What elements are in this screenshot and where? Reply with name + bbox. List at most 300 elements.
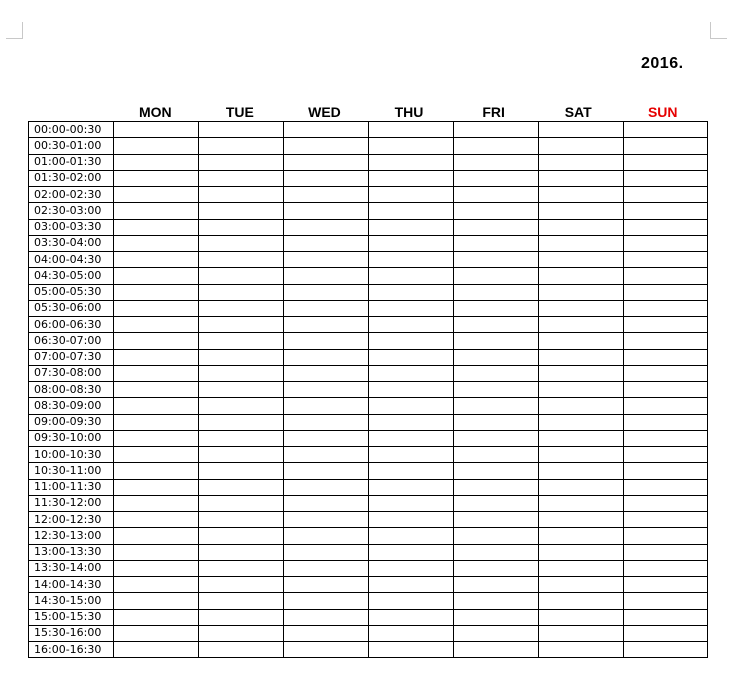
schedule-cell-wed[interactable] <box>284 495 369 511</box>
schedule-row <box>29 479 708 495</box>
schedule-cell-wed[interactable] <box>284 203 369 219</box>
schedule-cell-mon[interactable] <box>114 187 199 203</box>
schedule-cell-thu[interactable] <box>369 495 454 511</box>
time-slot-label: 11:00-11:30 <box>29 479 114 495</box>
schedule-cell-mon[interactable] <box>114 203 199 219</box>
schedule-cell-tue[interactable] <box>199 349 284 365</box>
schedule-cell-thu[interactable] <box>369 203 454 219</box>
schedule-cell-sat[interactable] <box>539 528 624 544</box>
schedule-row <box>29 398 708 414</box>
schedule-cell-sun[interactable] <box>624 122 708 138</box>
schedule-cell-sun[interactable] <box>624 349 708 365</box>
schedule-cell-sun[interactable] <box>624 317 708 333</box>
schedule-cell-tue[interactable] <box>199 333 284 349</box>
schedule-cell-tue[interactable] <box>199 544 284 560</box>
schedule-cell-wed[interactable] <box>284 479 369 495</box>
schedule-cell-wed[interactable] <box>284 430 369 446</box>
schedule-cell-wed[interactable] <box>284 122 369 138</box>
schedule-cell-thu[interactable] <box>369 609 454 625</box>
schedule-cell-wed[interactable] <box>284 544 369 560</box>
schedule-cell-fri[interactable] <box>454 365 539 381</box>
schedule-cell-fri[interactable] <box>454 349 539 365</box>
schedule-row <box>29 138 708 154</box>
time-slot-label: 07:30-08:00 <box>29 365 114 381</box>
schedule-row <box>29 284 708 300</box>
schedule-cell-sun[interactable] <box>624 300 708 316</box>
schedule-cell-tue[interactable] <box>199 609 284 625</box>
time-slot-label: 14:00-14:30 <box>29 577 114 593</box>
schedule-row <box>29 512 708 528</box>
schedule-cell-sat[interactable] <box>539 317 624 333</box>
schedule-cell-fri[interactable] <box>454 414 539 430</box>
schedule-cell-thu[interactable] <box>369 414 454 430</box>
time-slot-label: 08:00-08:30 <box>29 382 114 398</box>
schedule-cell-sat[interactable] <box>539 138 624 154</box>
schedule-cell-sat[interactable] <box>539 544 624 560</box>
schedule-cell-wed[interactable] <box>284 284 369 300</box>
schedule-cell-wed[interactable] <box>284 154 369 170</box>
schedule-cell-tue[interactable] <box>199 447 284 463</box>
schedule-cell-mon[interactable] <box>114 317 199 333</box>
schedule-row <box>29 447 708 463</box>
schedule-cell-wed[interactable] <box>284 187 369 203</box>
schedule-cell-fri[interactable] <box>454 512 539 528</box>
schedule-cell-sat[interactable] <box>539 447 624 463</box>
schedule-cell-sun[interactable] <box>624 463 708 479</box>
schedule-cell-thu[interactable] <box>369 317 454 333</box>
schedule-cell-mon[interactable] <box>114 479 199 495</box>
schedule-cell-mon[interactable] <box>114 528 199 544</box>
schedule-cell-sat[interactable] <box>539 382 624 398</box>
schedule-cell-thu[interactable] <box>369 284 454 300</box>
time-slot-label: 01:30-02:00 <box>29 170 114 186</box>
schedule-cell-sun[interactable] <box>624 235 708 251</box>
schedule-cell-sun[interactable] <box>624 382 708 398</box>
schedule-cell-fri[interactable] <box>454 284 539 300</box>
crop-mark-right <box>710 22 727 39</box>
schedule-cell-fri[interactable] <box>454 170 539 186</box>
schedule-cell-fri[interactable] <box>454 300 539 316</box>
schedule-row <box>29 333 708 349</box>
schedule-cell-mon[interactable] <box>114 284 199 300</box>
schedule-cell-mon[interactable] <box>114 544 199 560</box>
schedule-cell-fri[interactable] <box>454 333 539 349</box>
schedule-cell-tue[interactable] <box>199 317 284 333</box>
schedule-cell-sun[interactable] <box>624 528 708 544</box>
schedule-cell-wed[interactable] <box>284 382 369 398</box>
schedule-cell-mon[interactable] <box>114 349 199 365</box>
time-slot-label: 07:00-07:30 <box>29 349 114 365</box>
schedule-cell-wed[interactable] <box>284 170 369 186</box>
schedule-cell-tue[interactable] <box>199 219 284 235</box>
schedule-cell-thu[interactable] <box>369 300 454 316</box>
time-slot-label: 06:00-06:30 <box>29 317 114 333</box>
schedule-cell-wed[interactable] <box>284 252 369 268</box>
schedule-cell-wed[interactable] <box>284 317 369 333</box>
schedule-cell-mon[interactable] <box>114 138 199 154</box>
schedule-cell-mon[interactable] <box>114 382 199 398</box>
schedule-cell-thu[interactable] <box>369 219 454 235</box>
schedule-cell-thu[interactable] <box>369 382 454 398</box>
schedule-cell-mon[interactable] <box>114 398 199 414</box>
schedule-cell-wed[interactable] <box>284 512 369 528</box>
schedule-cell-fri[interactable] <box>454 317 539 333</box>
schedule-cell-wed[interactable] <box>284 447 369 463</box>
schedule-cell-sun[interactable] <box>624 642 708 658</box>
schedule-cell-sat[interactable] <box>539 463 624 479</box>
time-slot-label: 01:00-01:30 <box>29 154 114 170</box>
schedule-cell-sun[interactable] <box>624 398 708 414</box>
schedule-cell-tue[interactable] <box>199 203 284 219</box>
weekday-header <box>113 103 705 121</box>
schedule-cell-thu[interactable] <box>369 528 454 544</box>
schedule-row <box>29 219 708 235</box>
schedule-cell-wed[interactable] <box>284 398 369 414</box>
schedule-cell-mon[interactable] <box>114 219 199 235</box>
schedule-cell-mon[interactable] <box>114 154 199 170</box>
schedule-cell-fri[interactable] <box>454 625 539 641</box>
schedule-cell-sun[interactable] <box>624 495 708 511</box>
schedule-cell-tue[interactable] <box>199 463 284 479</box>
schedule-cell-thu[interactable] <box>369 430 454 446</box>
schedule-cell-sun[interactable] <box>624 203 708 219</box>
schedule-cell-sun[interactable] <box>624 365 708 381</box>
schedule-cell-thu[interactable] <box>369 544 454 560</box>
schedule-cell-tue[interactable] <box>199 414 284 430</box>
schedule-cell-mon[interactable] <box>114 235 199 251</box>
schedule-cell-thu[interactable] <box>369 138 454 154</box>
time-slot-label: 13:00-13:30 <box>29 544 114 560</box>
schedule-cell-sat[interactable] <box>539 170 624 186</box>
schedule-row <box>29 203 708 219</box>
schedule-cell-thu[interactable] <box>369 479 454 495</box>
schedule-cell-sun[interactable] <box>624 333 708 349</box>
schedule-cell-mon[interactable] <box>114 333 199 349</box>
schedule-cell-thu[interactable] <box>369 365 454 381</box>
schedule-cell-thu[interactable] <box>369 512 454 528</box>
schedule-cell-sat[interactable] <box>539 122 624 138</box>
schedule-cell-mon[interactable] <box>114 365 199 381</box>
time-slot-label: 00:00-00:30 <box>29 122 114 138</box>
schedule-cell-fri[interactable] <box>454 642 539 658</box>
schedule-cell-tue[interactable] <box>199 170 284 186</box>
schedule-cell-tue[interactable] <box>199 284 284 300</box>
schedule-cell-mon[interactable] <box>114 447 199 463</box>
time-slot-label: 05:30-06:00 <box>29 300 114 316</box>
schedule-cell-mon[interactable] <box>114 625 199 641</box>
schedule-cell-mon[interactable] <box>114 463 199 479</box>
schedule-cell-sun[interactable] <box>624 512 708 528</box>
schedule-row <box>29 642 708 658</box>
schedule-cell-fri[interactable] <box>454 479 539 495</box>
schedule-cell-thu[interactable] <box>369 252 454 268</box>
schedule-cell-fri[interactable] <box>454 577 539 593</box>
schedule-cell-fri[interactable] <box>454 154 539 170</box>
schedule-cell-thu[interactable] <box>369 625 454 641</box>
schedule-row <box>29 414 708 430</box>
schedule-cell-fri[interactable] <box>454 560 539 576</box>
schedule-cell-thu[interactable] <box>369 398 454 414</box>
schedule-cell-tue[interactable] <box>199 398 284 414</box>
day-label-tue: TUE <box>225 104 254 120</box>
schedule-cell-fri[interactable] <box>454 382 539 398</box>
schedule-cell-sat[interactable] <box>539 398 624 414</box>
schedule-cell-thu[interactable] <box>369 268 454 284</box>
schedule-cell-fri[interactable] <box>454 593 539 609</box>
schedule-cell-wed[interactable] <box>284 349 369 365</box>
schedule-cell-fri[interactable] <box>454 398 539 414</box>
day-label-wed: WED <box>308 104 341 120</box>
schedule-cell-wed[interactable] <box>284 642 369 658</box>
schedule-cell-wed[interactable] <box>284 219 369 235</box>
time-slot-label: 11:30-12:00 <box>29 495 114 511</box>
schedule-cell-wed[interactable] <box>284 593 369 609</box>
schedule-row <box>29 154 708 170</box>
schedule-cell-sun[interactable] <box>624 170 708 186</box>
schedule-cell-wed[interactable] <box>284 609 369 625</box>
schedule-cell-sun[interactable] <box>624 414 708 430</box>
schedule-row <box>29 463 708 479</box>
schedule-cell-tue[interactable] <box>199 252 284 268</box>
time-slot-label: 12:30-13:00 <box>29 528 114 544</box>
schedule-cell-sat[interactable] <box>539 252 624 268</box>
schedule-cell-fri[interactable] <box>454 252 539 268</box>
schedule-cell-tue[interactable] <box>199 479 284 495</box>
schedule-cell-tue[interactable] <box>199 138 284 154</box>
schedule-cell-sat[interactable] <box>539 154 624 170</box>
schedule-cell-sat[interactable] <box>539 593 624 609</box>
schedule-cell-thu[interactable] <box>369 154 454 170</box>
time-slot-label: 02:00-02:30 <box>29 187 114 203</box>
schedule-cell-fri[interactable] <box>454 138 539 154</box>
schedule-cell-sat[interactable] <box>539 560 624 576</box>
schedule-cell-wed[interactable] <box>284 414 369 430</box>
time-slot-label: 03:30-04:00 <box>29 235 114 251</box>
day-label-mon: MON <box>138 104 172 120</box>
time-slot-label: 02:30-03:00 <box>29 203 114 219</box>
crop-mark-left <box>6 22 23 39</box>
schedule-cell-tue[interactable] <box>199 382 284 398</box>
schedule-cell-mon[interactable] <box>114 642 199 658</box>
schedule-cell-mon[interactable] <box>114 122 199 138</box>
schedule-row <box>29 528 708 544</box>
schedule-row <box>29 365 708 381</box>
schedule-cell-sun[interactable] <box>624 268 708 284</box>
schedule-row <box>29 235 708 251</box>
time-slot-label: 04:00-04:30 <box>29 252 114 268</box>
schedule-cell-tue[interactable] <box>199 300 284 316</box>
schedule-cell-sun[interactable] <box>624 577 708 593</box>
schedule-cell-fri[interactable] <box>454 268 539 284</box>
schedule-cell-sat[interactable] <box>539 284 624 300</box>
schedule-cell-fri[interactable] <box>454 235 539 251</box>
schedule-cell-fri[interactable] <box>454 430 539 446</box>
schedule-cell-thu[interactable] <box>369 235 454 251</box>
schedule-row <box>29 187 708 203</box>
schedule-cell-fri[interactable] <box>454 528 539 544</box>
schedule-cell-wed[interactable] <box>284 560 369 576</box>
schedule-cell-fri[interactable] <box>454 463 539 479</box>
time-slot-label: 12:00-12:30 <box>29 512 114 528</box>
schedule-cell-sun[interactable] <box>624 138 708 154</box>
schedule-row <box>29 495 708 511</box>
day-label-sat: SAT <box>564 104 592 120</box>
schedule-cell-mon[interactable] <box>114 495 199 511</box>
schedule-cell-tue[interactable] <box>199 235 284 251</box>
year-label: 2016. <box>641 55 684 72</box>
time-slot-label: 00:30-01:00 <box>29 138 114 154</box>
schedule-cell-thu[interactable] <box>369 642 454 658</box>
schedule-row <box>29 382 708 398</box>
time-slot-label: 13:30-14:00 <box>29 560 114 576</box>
schedule-row <box>29 300 708 316</box>
schedule-cell-mon[interactable] <box>114 170 199 186</box>
time-slot-label: 06:30-07:00 <box>29 333 114 349</box>
schedule-cell-wed[interactable] <box>284 138 369 154</box>
schedule-cell-sat[interactable] <box>539 577 624 593</box>
schedule-cell-sat[interactable] <box>539 219 624 235</box>
schedule-cell-wed[interactable] <box>284 235 369 251</box>
schedule-cell-thu[interactable] <box>369 349 454 365</box>
schedule-cell-sun[interactable] <box>624 609 708 625</box>
schedule-cell-wed[interactable] <box>284 333 369 349</box>
schedule-cell-sat[interactable] <box>539 479 624 495</box>
schedule-cell-mon[interactable] <box>114 252 199 268</box>
schedule-row <box>29 593 708 609</box>
schedule-cell-sun[interactable] <box>624 447 708 463</box>
schedule-cell-sat[interactable] <box>539 349 624 365</box>
schedule-cell-thu[interactable] <box>369 170 454 186</box>
schedule-cell-sat[interactable] <box>539 365 624 381</box>
schedule-cell-sat[interactable] <box>539 414 624 430</box>
schedule-cell-fri[interactable] <box>454 495 539 511</box>
schedule-cell-sat[interactable] <box>539 495 624 511</box>
schedule-cell-mon[interactable] <box>114 300 199 316</box>
schedule-cell-tue[interactable] <box>199 430 284 446</box>
schedule-cell-tue[interactable] <box>199 625 284 641</box>
schedule-cell-sat[interactable] <box>539 300 624 316</box>
time-slot-label: 15:30-16:00 <box>29 625 114 641</box>
schedule-cell-sun[interactable] <box>624 544 708 560</box>
schedule-cell-sat[interactable] <box>539 268 624 284</box>
schedule-cell-fri[interactable] <box>454 122 539 138</box>
schedule-row <box>29 544 708 560</box>
schedule-cell-tue[interactable] <box>199 593 284 609</box>
schedule-cell-wed[interactable] <box>284 577 369 593</box>
schedule-cell-tue[interactable] <box>199 495 284 511</box>
schedule-row <box>29 430 708 446</box>
schedule-row <box>29 268 708 284</box>
schedule-cell-thu[interactable] <box>369 333 454 349</box>
schedule-cell-tue[interactable] <box>199 560 284 576</box>
schedule-cell-sun[interactable] <box>624 625 708 641</box>
schedule-cell-sun[interactable] <box>624 593 708 609</box>
time-slot-label: 15:00-15:30 <box>29 609 114 625</box>
schedule-cell-sat[interactable] <box>539 642 624 658</box>
schedule-cell-sat[interactable] <box>539 430 624 446</box>
time-slot-label: 09:00-09:30 <box>29 414 114 430</box>
schedule-cell-sun[interactable] <box>624 219 708 235</box>
schedule-cell-mon[interactable] <box>114 430 199 446</box>
schedule-cell-tue[interactable] <box>199 577 284 593</box>
schedule-cell-wed[interactable] <box>284 300 369 316</box>
schedule-cell-thu[interactable] <box>369 187 454 203</box>
schedule-cell-tue[interactable] <box>199 528 284 544</box>
schedule-cell-sat[interactable] <box>539 235 624 251</box>
schedule-cell-sat[interactable] <box>539 187 624 203</box>
schedule-cell-thu[interactable] <box>369 447 454 463</box>
schedule-cell-fri[interactable] <box>454 609 539 625</box>
schedule-cell-sun[interactable] <box>624 154 708 170</box>
schedule-cell-mon[interactable] <box>114 414 199 430</box>
schedule-row <box>29 609 708 625</box>
time-slot-label: 03:00-03:30 <box>29 219 114 235</box>
schedule-cell-thu[interactable] <box>369 577 454 593</box>
schedule-cell-mon[interactable] <box>114 593 199 609</box>
schedule-cell-sat[interactable] <box>539 203 624 219</box>
schedule-cell-mon[interactable] <box>114 560 199 576</box>
schedule-cell-tue[interactable] <box>199 122 284 138</box>
schedule-cell-thu[interactable] <box>369 560 454 576</box>
schedule-cell-mon[interactable] <box>114 577 199 593</box>
schedule-cell-thu[interactable] <box>369 463 454 479</box>
schedule-row <box>29 170 708 186</box>
schedule-cell-sat[interactable] <box>539 609 624 625</box>
schedule-cell-fri[interactable] <box>454 447 539 463</box>
schedule-cell-wed[interactable] <box>284 463 369 479</box>
schedule-cell-wed[interactable] <box>284 365 369 381</box>
schedule-cell-fri[interactable] <box>454 544 539 560</box>
schedule-cell-thu[interactable] <box>369 122 454 138</box>
time-slot-label: 04:30-05:00 <box>29 268 114 284</box>
schedule-cell-sun[interactable] <box>624 560 708 576</box>
schedule-cell-tue[interactable] <box>199 512 284 528</box>
time-slot-label: 10:30-11:00 <box>29 463 114 479</box>
schedule-cell-sun[interactable] <box>624 430 708 446</box>
schedule-cell-wed[interactable] <box>284 268 369 284</box>
time-slot-label: 10:00-10:30 <box>29 447 114 463</box>
schedule-cell-wed[interactable] <box>284 528 369 544</box>
schedule-cell-sun[interactable] <box>624 187 708 203</box>
schedule-cell-sat[interactable] <box>539 333 624 349</box>
schedule-cell-sat[interactable] <box>539 625 624 641</box>
schedule-cell-fri[interactable] <box>454 187 539 203</box>
schedule-cell-tue[interactable] <box>199 268 284 284</box>
weekly-schedule-table <box>28 121 708 658</box>
schedule-cell-fri[interactable] <box>454 203 539 219</box>
schedule-row <box>29 577 708 593</box>
schedule-cell-tue[interactable] <box>199 187 284 203</box>
schedule-row <box>29 317 708 333</box>
schedule-row <box>29 349 708 365</box>
schedule-cell-tue[interactable] <box>199 365 284 381</box>
time-slot-label: 16:00-16:30 <box>29 642 114 658</box>
schedule-cell-mon[interactable] <box>114 268 199 284</box>
schedule-cell-mon[interactable] <box>114 512 199 528</box>
schedule-cell-sun[interactable] <box>624 284 708 300</box>
schedule-row <box>29 122 708 138</box>
schedule-cell-sat[interactable] <box>539 512 624 528</box>
schedule-cell-mon[interactable] <box>114 609 199 625</box>
schedule-cell-fri[interactable] <box>454 219 539 235</box>
schedule-cell-thu[interactable] <box>369 593 454 609</box>
schedule-cell-sun[interactable] <box>624 252 708 268</box>
schedule-cell-tue[interactable] <box>199 642 284 658</box>
time-slot-label: 08:30-09:00 <box>29 398 114 414</box>
schedule-cell-sun[interactable] <box>624 479 708 495</box>
schedule-cell-tue[interactable] <box>199 154 284 170</box>
schedule-cell-wed[interactable] <box>284 625 369 641</box>
